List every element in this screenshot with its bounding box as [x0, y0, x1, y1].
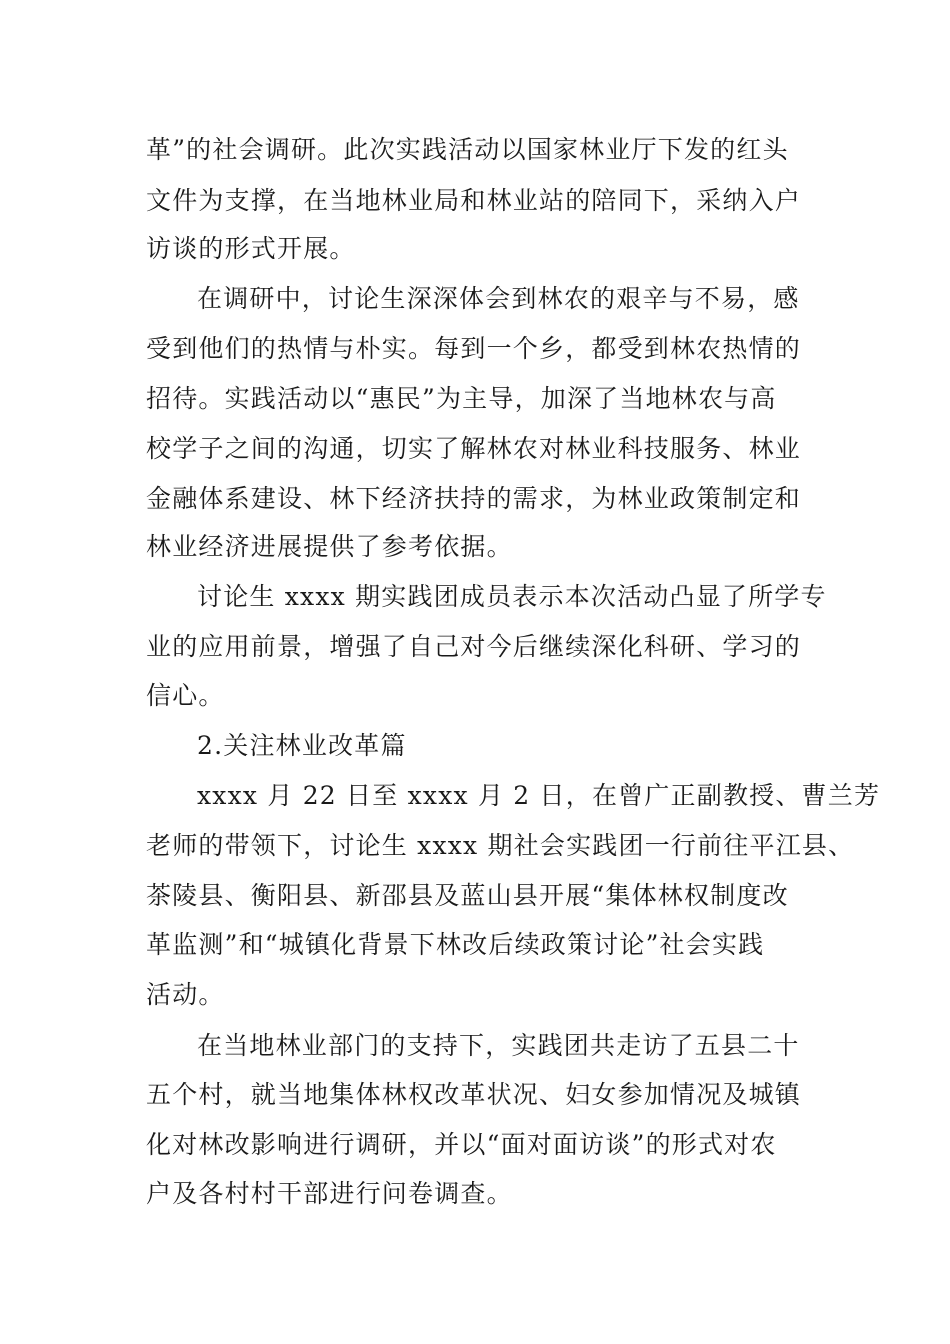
section-heading: 2.关注林业改革篇 — [197, 731, 407, 760]
paragraph-2-line-4: 校学子之间的沟通，切实了解林农对林业科技服务、林业 — [146, 434, 802, 463]
paragraph-2-line-2: 受到他们的热情与朴实。每到一个乡，都受到林农热情的 — [146, 334, 802, 363]
paragraph-5-line-3: 茶陵县、衡阳县、新邵县及蓝山县开展“集体林权制度改 — [146, 881, 789, 910]
paragraph-1-line-2: 文件为支撑，在当地林业局和林业站的陪同下，采纳入户 — [146, 186, 802, 215]
paragraph-6-line-3: 化对林改影响进行调研，并以“面对面访谈”的形式对农 — [146, 1130, 777, 1159]
paragraph-1-line-3: 访谈的形式开展。 — [146, 234, 356, 263]
paragraph-2-line-1: 在调研中，讨论生深深体会到林农的艰辛与不易，感 — [197, 284, 800, 313]
paragraph-3-line-1: 讨论生 xxxx 期实践团成员表示本次活动凸显了所学专 — [197, 582, 827, 611]
paragraph-6-line-4: 户及各村村干部进行问卷调查。 — [146, 1179, 513, 1208]
paragraph-5-line-2: 老师的带领下，讨论生 xxxx 期社会实践团一行前往平江县、 — [146, 831, 855, 860]
paragraph-5-line-1: xxxx 月 22 日至 xxxx 月 2 日，在曾广正副教授、曹兰芳 — [197, 781, 881, 810]
paragraph-5-line-5: 活动。 — [146, 980, 225, 1009]
paragraph-6-line-2: 五个村，就当地集体林权改革状况、妇女参加情况及城镇 — [146, 1080, 802, 1109]
paragraph-5-line-4: 革监测”和“城镇化背景下林改后续政策讨论”社会实践 — [146, 930, 765, 959]
paragraph-6-line-1: 在当地林业部门的支持下，实践团共走访了五县二十 — [197, 1031, 800, 1060]
paragraph-2-line-5: 金融体系建设、林下经济扶持的需求，为林业政策制定和 — [146, 484, 802, 513]
paragraph-2-line-6: 林业经济进展提供了参考依据。 — [146, 532, 513, 561]
paragraph-2-line-3: 招待。实践活动以“惠民”为主导，加深了当地林农与高 — [146, 384, 777, 413]
paragraph-1-line-1: 革”的社会调研。此次实践活动以国家林业厅下发的红头 — [146, 135, 789, 164]
paragraph-3-line-2: 业的应用前景，增强了自己对今后继续深化科研、学习的 — [146, 632, 802, 661]
paragraph-3-line-3: 信心。 — [146, 681, 225, 710]
